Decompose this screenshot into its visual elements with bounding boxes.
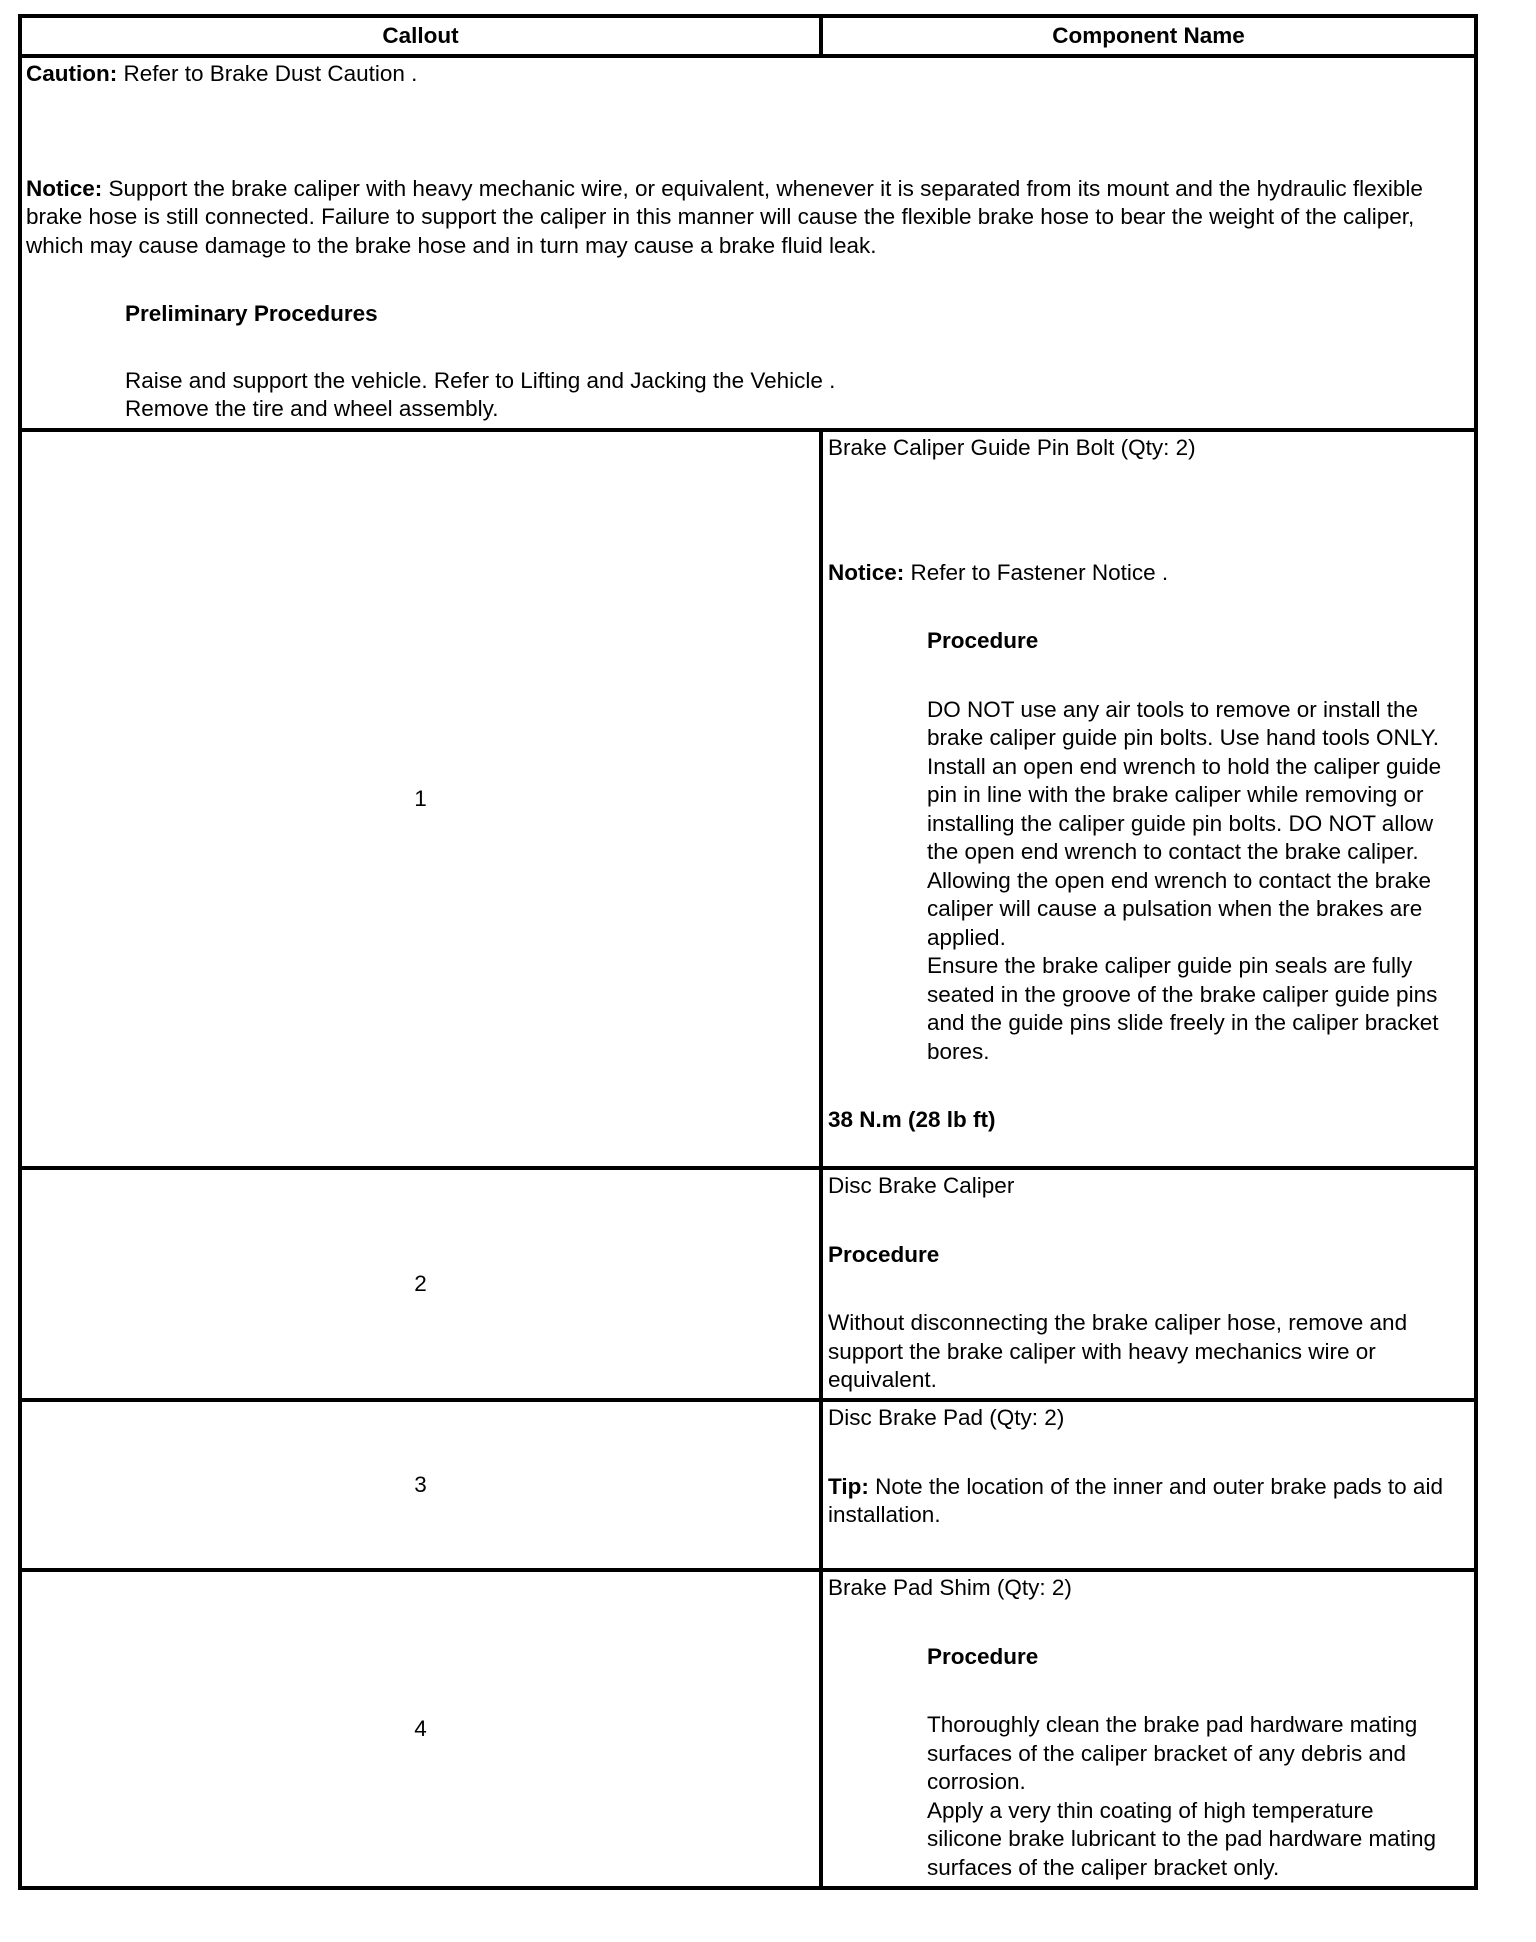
tip-label: Tip: [828, 1473, 869, 1499]
procedure-heading: Procedure [828, 1241, 940, 1267]
callout-number: 1 [414, 785, 427, 811]
procedure-step: Without disconnecting the brake caliper hose, remove and support the brake caliper with heavy mechanics wire or equivalent. [828, 1310, 1408, 1392]
callout-cell [20, 1570, 821, 1888]
notice-label: Notice: [828, 559, 905, 585]
procedure-table [18, 14, 1478, 1890]
table-row [20, 1168, 1476, 1400]
component-name: Brake Pad Shim (Qty: 2) [828, 1575, 1072, 1600]
callout-number: 4 [414, 1715, 427, 1741]
procedure-step: Install an open end wrench to hold the caliper guide pin in line with the brake caliper while removing or installing the caliper guide pin bolts. DO NOT allow the open end wrench to contact the brake caliper. Allowing the open end wrench to contact the brake caliper will cause a pulsation when the brakes are applied. [927, 753, 1442, 950]
tip-paragraph [828, 1473, 1462, 1530]
preliminary-heading: Preliminary Procedures [125, 301, 378, 326]
component-cell [821, 1400, 1476, 1570]
header-callout: Callout [20, 16, 821, 56]
procedure-step: Thoroughly clean the brake pad hardware mating surfaces of the caliper bracket of any debris and corrosion. [927, 1712, 1418, 1794]
preliminary-step: Remove the tire and wheel assembly. [125, 396, 499, 421]
callout-number: 3 [414, 1471, 427, 1497]
notice-text: Refer to Fastener Notice . [904, 559, 1169, 585]
procedure-step: Apply a very thin coating of high temperature silicone brake lubricant to the pad hardware mating surfaces of the caliper bracket only. [927, 1797, 1437, 1880]
notice-label: Notice: [26, 175, 103, 201]
callout-cell [20, 1168, 821, 1400]
intro-cell [20, 56, 1476, 430]
component-cell [821, 1570, 1476, 1888]
procedure-heading: Procedure [927, 1643, 1039, 1669]
component-name: Disc Brake Pad (Qty: 2) [828, 1405, 1065, 1430]
torque-spec: 38 N.m (28 lb ft) [828, 1107, 996, 1132]
procedure-step: DO NOT use any air tools to remove or install the brake caliper guide pin bolts. Use hand tools ONLY. [927, 696, 1439, 750]
notice-text: Support the brake caliper with heavy mechanic wire, or equivalent, whenever it is separated from its mount and the hydraulic flexible brake hose is still connected. Failure to support the caliper in this manner will cause the flexible brake hose to bear the weight of the caliper, which may cause damage to the brake hose and in turn may cause a brake fluid leak. [26, 175, 1423, 258]
table-row [20, 430, 1476, 1168]
procedure-heading: Procedure [927, 628, 1039, 653]
component-name: Brake Caliper Guide Pin Bolt (Qty: 2) [828, 435, 1196, 460]
component-cell [821, 430, 1476, 1168]
table-row [20, 1400, 1476, 1570]
component-cell [821, 1168, 1476, 1400]
intro-row [20, 56, 1476, 430]
tip-text: Note the location of the inner and outer brake pads to aid installation. [828, 1473, 1443, 1527]
procedure-step: Ensure the brake caliper guide pin seals are fully seated in the groove of the brake caliper guide pins and the guide pins slide freely in the caliper bracket bores. [927, 953, 1439, 1064]
header-row [20, 16, 1476, 56]
callout-cell [20, 430, 821, 1168]
caution-text: Refer to Brake Dust Caution . [117, 61, 418, 86]
callout-number: 2 [414, 1270, 427, 1296]
caution-paragraph [26, 60, 1444, 89]
preliminary-step: Raise and support the vehicle. Refer to Lifting and Jacking the Vehicle . [125, 367, 836, 393]
component-name: Disc Brake Caliper [828, 1173, 1015, 1198]
notice-paragraph [26, 175, 1444, 261]
notice-paragraph [828, 559, 1468, 588]
caution-label: Caution: [26, 61, 118, 86]
table-row [20, 1570, 1476, 1888]
callout-cell [20, 1400, 821, 1570]
header-component-name: Component Name [821, 16, 1476, 56]
